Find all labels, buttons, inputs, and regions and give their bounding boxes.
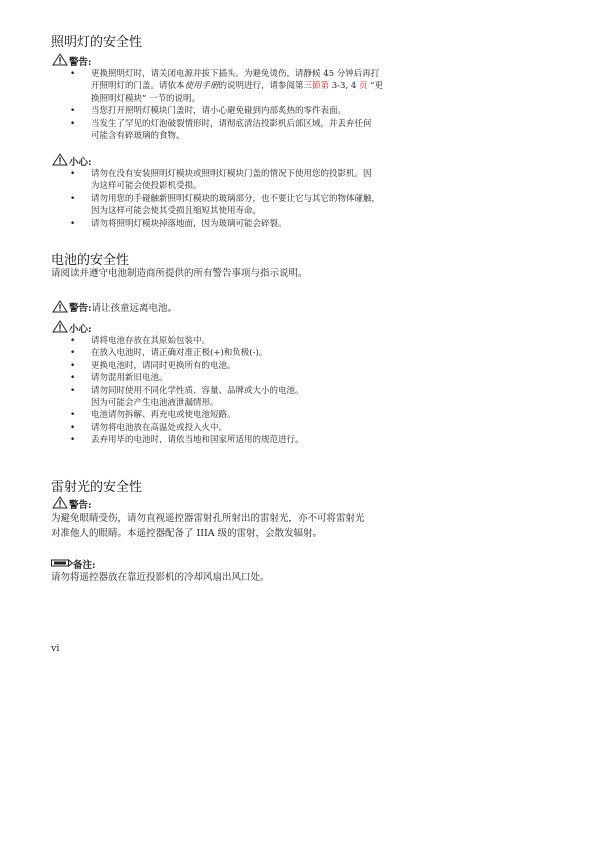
note-label: 备注: bbox=[73, 560, 96, 571]
warning-triangle-icon bbox=[52, 300, 68, 313]
list-item: • 请勿将照明灯模块掉落地面，因为玻璃可能会碎裂。 bbox=[70, 218, 380, 230]
section-title-laser: 雷射光的安全性 bbox=[51, 480, 143, 495]
list-item: • 丢弃用毕的电池时，请依当地和国家所适用的规范进行。 bbox=[70, 434, 304, 446]
battery-warning: 警告:请让孩童远离电池。 bbox=[69, 303, 178, 314]
laser-warning-line-2: 对准他人的眼睛。本遥控器配备了 IIIA 级的雷射，会散发辐射。 bbox=[51, 528, 323, 539]
pencil-note-icon bbox=[51, 558, 73, 568]
list-item: • 请勿同时使用不同化学性质、容量、品牌或大小的电池。 bbox=[70, 385, 304, 397]
lamp-caution-list bbox=[70, 168, 380, 230]
list-item: • 请将电池存放在其原始包装中。 bbox=[70, 335, 304, 347]
caution-triangle-icon bbox=[52, 153, 68, 166]
list-item: • 在放入电池时，请正确对准正极(+)和负极(-)。 bbox=[70, 347, 304, 359]
list-item: • 当您打开照明灯模块门盖时，请小心避免碰到内部炙热的零件表面。 bbox=[70, 105, 383, 117]
list-item: • 电池请勿拆解、再充电或使电池短路。 bbox=[70, 409, 304, 421]
list-item: • 请勿混用新旧电池。 bbox=[70, 372, 304, 384]
warning-label: 警告: bbox=[69, 500, 92, 511]
list-item: • 请勿将电池放在高温处或投入火中。 bbox=[70, 422, 304, 434]
list-item-continuation: 因为可能会产生电池液泄漏情形。 bbox=[91, 398, 219, 409]
section-title-battery: 电池的安全性 bbox=[51, 253, 130, 268]
battery-caution-list bbox=[70, 335, 304, 447]
page-number: vi bbox=[51, 643, 60, 654]
warning-triangle-icon bbox=[52, 496, 68, 509]
laser-note-text: 请勿将遥控器放在靠近投影机的冷却风扇出风口处。 bbox=[51, 572, 270, 583]
lamp-warning-list bbox=[70, 68, 383, 142]
caution-label: 小心: bbox=[69, 157, 92, 168]
list-item: • 更换照明灯时，请关闭电源并拔下插头。为避免烫伤，请静候 45 分钟后再打 开照明灯的门盖。请依本使用手册的说明进行，请参阅第三節第 3-3, 4 页 “更 换照明灯模块” 一节的说明。 bbox=[70, 68, 383, 105]
battery-intro: 请阅读并遵守电池制造商所提供的所有警告事项与指示说明。 bbox=[51, 268, 308, 279]
list-item: • 更换电池时，请同时更换所有的电池。 bbox=[70, 360, 304, 372]
caution-label: 小心: bbox=[69, 324, 92, 335]
list-item: • 请勿用您的手碰触新照明灯模块的玻璃部分，也不要让它与其它的物体碰触， 因为这样可能会使其受损且缩短其使用寿命。 bbox=[70, 193, 380, 218]
caution-triangle-icon bbox=[52, 320, 68, 333]
list-item: • 请勿在没有安装照明灯模块或照明灯模块门盖的情况下使用您的投影机。因 为这样可能会使投影机受损。 bbox=[70, 168, 380, 193]
list-item: • 当发生了罕见的灯泡破裂情形时，请彻底清洁投影机后部区域，并丢弃任何 可能含有碎玻璃的食物。 bbox=[70, 118, 383, 143]
warning-label: 警告: bbox=[69, 57, 92, 68]
section-title-lamp: 照明灯的安全性 bbox=[51, 35, 143, 50]
warning-triangle-icon bbox=[52, 53, 68, 66]
laser-warning-line-1: 为避免眼睛受伤，请勿直视遥控器雷射孔所射出的雷射光，亦不可将雷射光 bbox=[51, 513, 365, 524]
